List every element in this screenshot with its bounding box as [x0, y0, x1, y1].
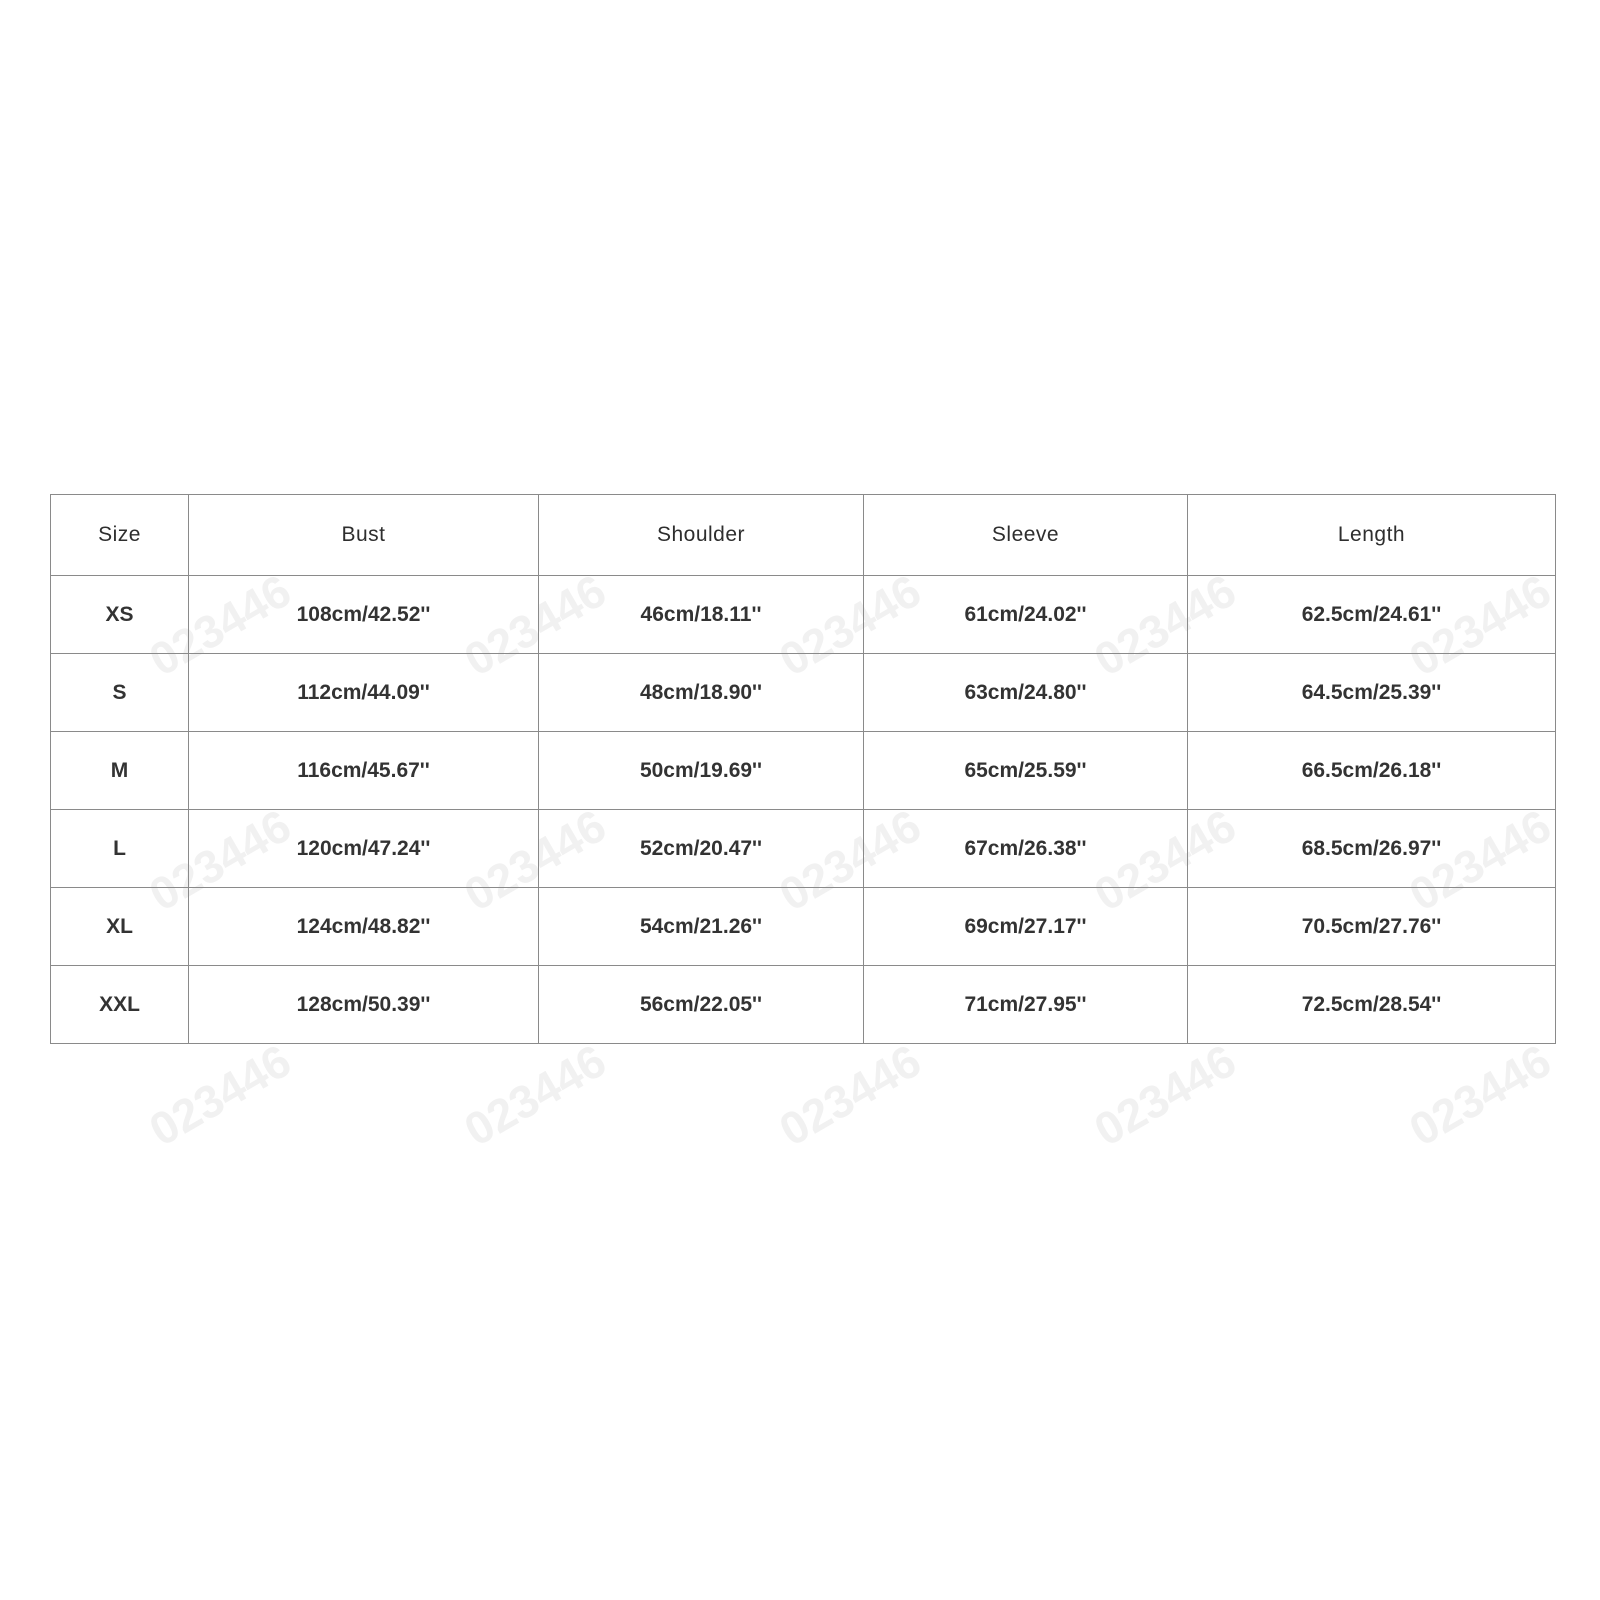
cell-size: M [51, 732, 189, 810]
header-row [51, 495, 1556, 576]
cell-bust: 124cm/48.82'' [189, 888, 539, 966]
cell-length: 66.5cm/26.18'' [1188, 732, 1556, 810]
header-shoulder: Shoulder [539, 495, 864, 576]
cell-size: S [51, 654, 189, 732]
header-sleeve: Sleeve [864, 495, 1188, 576]
watermark: 023446 [1085, 564, 1245, 686]
table-row [51, 888, 1556, 966]
header-length: Length [1188, 495, 1556, 576]
size-chart-table [50, 494, 1556, 1044]
cell-sleeve: 65cm/25.59'' [864, 732, 1188, 810]
cell-bust: 120cm/47.24'' [189, 810, 539, 888]
cell-size: L [51, 810, 189, 888]
cell-shoulder: 52cm/20.47'' [539, 810, 864, 888]
watermark: 023446 [455, 1034, 615, 1156]
cell-bust: 108cm/42.52'' [189, 576, 539, 654]
header-size: Size [51, 495, 189, 576]
cell-length: 62.5cm/24.61'' [1188, 576, 1556, 654]
cell-shoulder: 50cm/19.69'' [539, 732, 864, 810]
table-row [51, 732, 1556, 810]
cell-sleeve: 67cm/26.38'' [864, 810, 1188, 888]
watermark: 023446 [455, 564, 615, 686]
watermark: 023446 [140, 564, 300, 686]
cell-size: XL [51, 888, 189, 966]
watermark: 023446 [1400, 1034, 1560, 1156]
table-row [51, 576, 1556, 654]
cell-bust: 112cm/44.09'' [189, 654, 539, 732]
cell-sleeve: 69cm/27.17'' [864, 888, 1188, 966]
watermark: 023446 [1085, 1034, 1245, 1156]
cell-bust: 128cm/50.39'' [189, 966, 539, 1044]
table-row [51, 966, 1556, 1044]
watermark: 023446 [770, 564, 930, 686]
table-row [51, 810, 1556, 888]
cell-length: 64.5cm/25.39'' [1188, 654, 1556, 732]
cell-sleeve: 63cm/24.80'' [864, 654, 1188, 732]
watermark: 023446 [455, 799, 615, 921]
cell-length: 68.5cm/26.97'' [1188, 810, 1556, 888]
cell-sleeve: 71cm/27.95'' [864, 966, 1188, 1044]
watermark: 023446 [770, 1034, 930, 1156]
cell-sleeve: 61cm/24.02'' [864, 576, 1188, 654]
watermark: 023446 [140, 799, 300, 921]
cell-length: 70.5cm/27.76'' [1188, 888, 1556, 966]
header-bust: Bust [189, 495, 539, 576]
cell-shoulder: 54cm/21.26'' [539, 888, 864, 966]
watermark: 023446 [1085, 799, 1245, 921]
cell-length: 72.5cm/28.54'' [1188, 966, 1556, 1044]
cell-shoulder: 46cm/18.11'' [539, 576, 864, 654]
cell-size: XXL [51, 966, 189, 1044]
watermark: 023446 [1400, 564, 1560, 686]
cell-shoulder: 48cm/18.90'' [539, 654, 864, 732]
table-row [51, 654, 1556, 732]
cell-shoulder: 56cm/22.05'' [539, 966, 864, 1044]
cell-bust: 116cm/45.67'' [189, 732, 539, 810]
watermark: 023446 [770, 799, 930, 921]
cell-size: XS [51, 576, 189, 654]
watermark: 023446 [140, 1034, 300, 1156]
watermark: 023446 [1400, 799, 1560, 921]
